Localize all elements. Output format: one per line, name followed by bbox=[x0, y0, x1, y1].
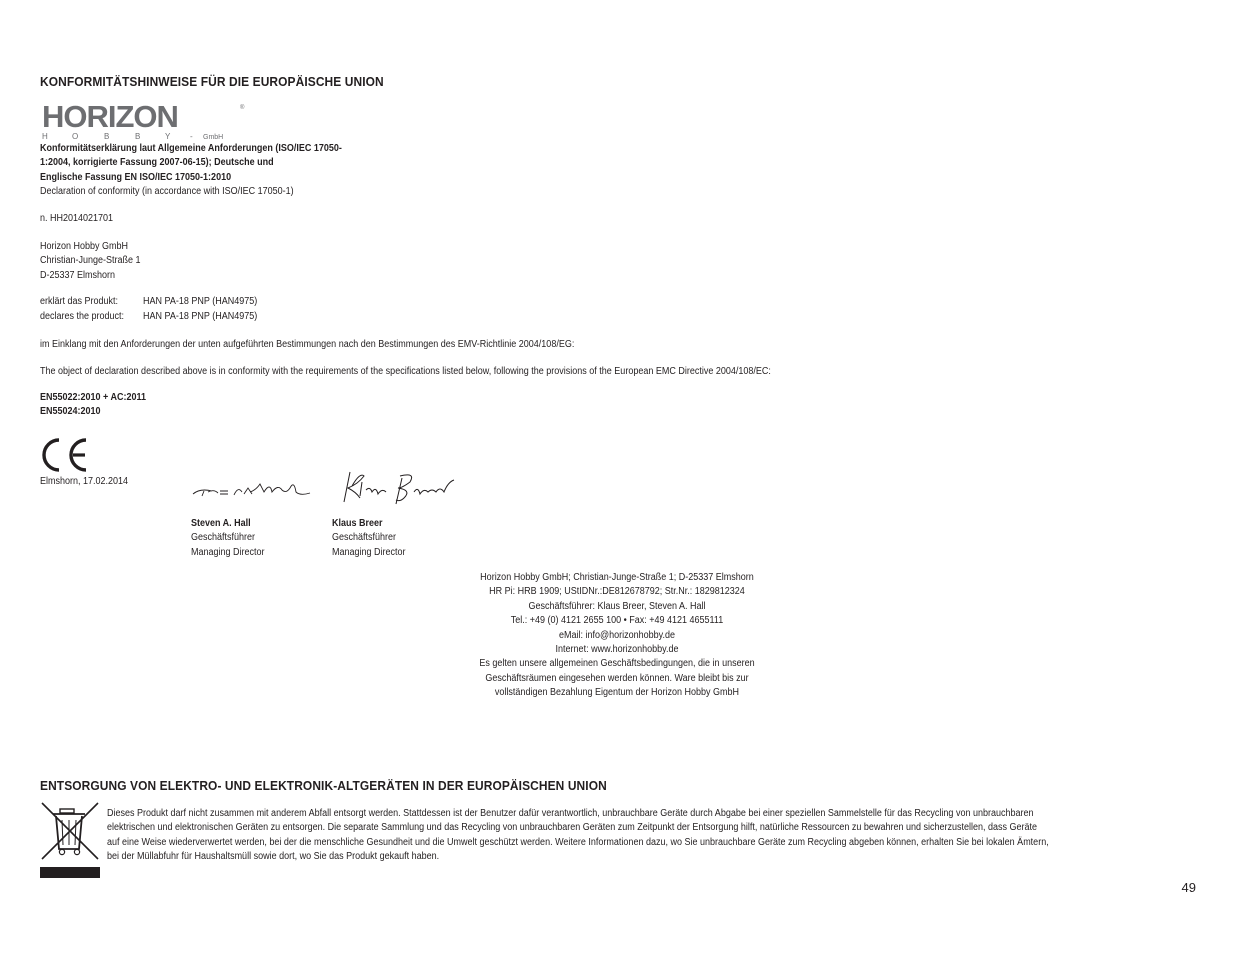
footer-line-7: Es gelten unsere allgemeinen Geschäftsbedingungen, die in unseren bbox=[479, 658, 755, 670]
product-value-de: HAN PA-18 PNP (HAN4975) bbox=[143, 296, 258, 307]
footer-line-2: HR Pi: HRB 1909; UStIDNr.:DE812678792; Str.Nr.: 1829812324 bbox=[489, 586, 745, 598]
address-line-1: Horizon Hobby GmbH bbox=[40, 241, 129, 252]
signatory-breer bbox=[332, 517, 406, 560]
logo-sub-2: O bbox=[72, 132, 79, 141]
signatory-breer-name: Klaus Breer bbox=[332, 518, 383, 529]
conformity-english: Declaration of conformity (in accordance with ISO/IEC 17050-1) bbox=[40, 186, 294, 198]
weee-heading: ENTSORGUNG VON ELEKTRO- UND ELEKTRONIK-ALTGERÄTEN IN DER EUROPÄISCHEN UNION bbox=[40, 778, 607, 793]
crossed-bin-icon bbox=[40, 801, 102, 884]
signatory-hall-name: Steven A. Hall bbox=[191, 518, 251, 529]
company-address bbox=[40, 240, 141, 283]
signatory-hall-title-en: Managing Director bbox=[191, 546, 265, 558]
standards-list bbox=[40, 391, 146, 420]
weee-line-2: elektrischen und elektronischen Geräten zu entsorgen. Die separate Sammlung und das Recycling von unbrauchbaren Geräten zum Zeitpunkt der Entsorgung hilft, natürliche Ressourcen zu bewahren und sicherzustellen, dass Geräte bbox=[107, 822, 1038, 834]
conformity-line-2: 1:2004, korrigierte Fassung 2007-06-15); Deutsche und bbox=[40, 157, 274, 169]
statement-german: im Einklang mit den Anforderungen der unten aufgeführten Bestimmungen nach den Bestimmungen des EMV-Richtlinie 2004/108/EG: bbox=[40, 339, 575, 350]
logo-sub-3: B bbox=[104, 132, 110, 141]
logo-sub-4: B bbox=[135, 132, 141, 141]
weee-body-text bbox=[107, 807, 1049, 865]
conformity-line-1: Konformitätserklärung laut Allgemeine Anforderungen (ISO/IEC 17050- bbox=[40, 143, 342, 154]
logo-sub-5: Y bbox=[165, 132, 171, 141]
horizon-logo-graphic bbox=[40, 100, 250, 144]
reference-number: n. HH2014021701 bbox=[40, 213, 114, 224]
page-number: 49 bbox=[1181, 880, 1196, 895]
signature-steven-hall bbox=[190, 474, 320, 504]
product-label-de: erklärt das Produkt: bbox=[40, 296, 119, 307]
address-line-3: D-25337 Elmshorn bbox=[40, 269, 116, 281]
logo-wordmark: HORIZON bbox=[42, 100, 178, 134]
logo-sub-6: - bbox=[190, 132, 193, 141]
signatory-breer-title-en: Managing Director bbox=[332, 546, 406, 558]
company-footer bbox=[437, 571, 797, 701]
footer-line-3: Geschäftsführer: Klaus Breer, Steven A. Hall bbox=[528, 600, 706, 612]
standard-2: EN55024:2010 bbox=[40, 406, 101, 418]
conformity-declaration bbox=[40, 142, 342, 200]
footer-line-4: Tel.: +49 (0) 4121 2655 100 • Fax: +49 4121 4655111 bbox=[510, 615, 724, 627]
logo-sub-7: GmbH bbox=[203, 134, 224, 141]
conformity-line-3: Englische Fassung EN ISO/IEC 17050-1:2010 bbox=[40, 171, 232, 183]
product-label-en: declares the product: bbox=[40, 311, 125, 322]
footer-line-1: Horizon Hobby GmbH; Christian-Junge-Straße 1; D-25337 Elmshorn bbox=[480, 572, 754, 583]
ce-mark-icon bbox=[40, 437, 92, 478]
weee-line-3: auf eine Weise wiederverwertet werden, bei der die menschliche Gesundheit und die Umwelt geschützt werden. Weitere Informationen dazu, wo Sie unbrauchbare Geräte zum Recycling abgeben können, erhalten Sie bei lokalen Ämtern, bbox=[107, 836, 1049, 848]
footer-line-9: vollständigen Bezahlung Eigentum der Horizon Hobby GmbH bbox=[494, 687, 740, 699]
footer-line-5: eMail: info@horizonhobby.de bbox=[558, 629, 676, 641]
conformity-heading: KONFORMITÄTSHINWEISE FÜR DIE EUROPÄISCHE UNION bbox=[40, 74, 384, 89]
footer-line-6: Internet: www.horizonhobby.de bbox=[555, 644, 679, 656]
horizon-hobby-logo bbox=[40, 100, 250, 144]
registered-mark: ® bbox=[240, 105, 245, 111]
weee-line-4: bei der Müllabfuhr für Haushaltsmüll sowie dort, wo Sie das Produkt gekauft haben. bbox=[107, 851, 440, 863]
product-value-en: HAN PA-18 PNP (HAN4975) bbox=[143, 311, 258, 322]
address-line-2: Christian-Junge-Straße 1 bbox=[40, 255, 141, 267]
signatory-hall-title-de: Geschäftsführer bbox=[191, 532, 256, 544]
statement-english: The object of declaration described above is in conformity with the requirements of the specifications listed below, following the provisions of the European EMC Directive 2004/108/EC: bbox=[40, 366, 771, 377]
place-and-date: Elmshorn, 17.02.2014 bbox=[40, 476, 129, 487]
signatory-breer-title-de: Geschäftsführer bbox=[332, 532, 397, 544]
weee-line-1: Dieses Produkt darf nicht zusammen mit anderem Abfall entsorgt werden. Stattdessen ist der Benutzer dafür verantwortlich, unbrauchbare Geräte durch Abgabe bei einer speziellen Sammelstelle für das Recycling von unbrauchbaren bbox=[107, 808, 1034, 819]
standard-1: EN55022:2010 + AC:2011 bbox=[40, 392, 147, 403]
footer-line-8: Geschäftsräumen eingesehen werden können. Ware bleibt bis zur bbox=[485, 672, 749, 684]
signatory-hall bbox=[191, 517, 265, 560]
logo-sub-1: H bbox=[42, 132, 48, 141]
signature-klaus-breer bbox=[340, 468, 460, 508]
